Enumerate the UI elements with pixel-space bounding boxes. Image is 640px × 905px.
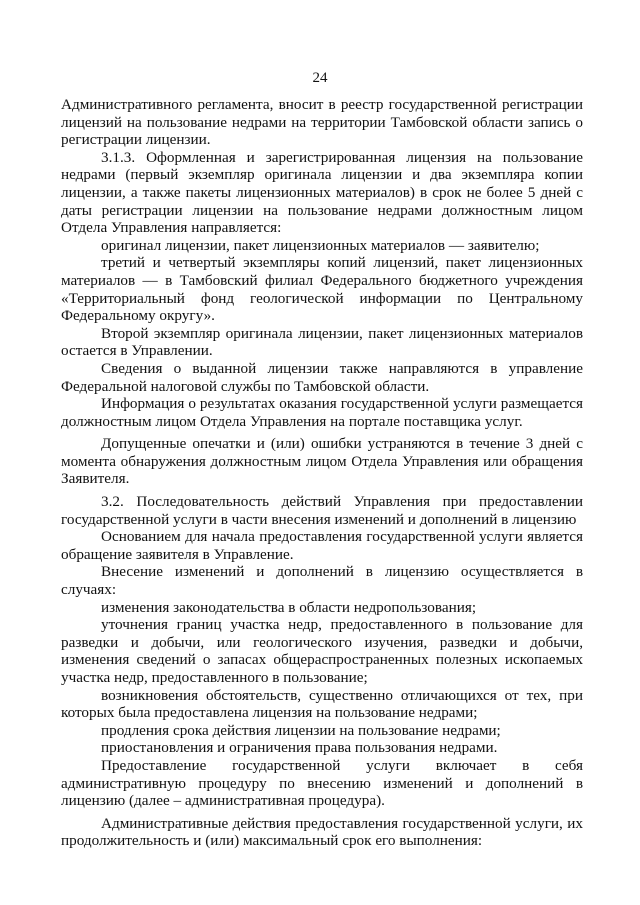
paragraph-9: Основанием для начала предоставления государственной услуги является обращение заявителя в Управление. <box>61 528 583 563</box>
paragraph-2: 3.1.3. Оформленная и зарегистрированная лицензия на пользование недрами (первый экземпляр оригинала лицензии и два экземпляра копии лицензии, а также пакеты лицензионных материалов) в срок не более 5 дней с даты регистрации лицензии на пользование недрами должностным лицом Отдела Управления направляется: <box>61 148 583 237</box>
paragraph-12: Административные действия предоставления государственной услуги, их продолжительность и (или) максимальный срок его выполнения: <box>61 814 583 850</box>
paragraph-11: Предоставление государственной услуги включает в себя административную процедуру по внесению изменений и дополнений в лицензию (далее – административная процедура). <box>61 756 583 810</box>
paragraph-5: Второй экземпляр оригинала лицензии, пакет лицензионных материалов остается в Управлении. <box>61 324 583 360</box>
paragraph-1: Административного регламента, вносит в реестр государственной регистрации лицензий на пользование недрами на территории Тамбовской области запись о регистрации лицензии. <box>61 96 583 149</box>
paragraph-3: оригинал лицензии, пакет лицензионных материалов — заявителю; <box>101 236 540 254</box>
paragraph-4: третий и четвертый экземпляры копий лицензий, пакет лицензионных материалов — в Тамбовский филиал Федерального бюджетного учреждения «Территориальный фонд геологической информации по Центральному Федеральному округу». <box>61 254 583 325</box>
list-item-1: изменения законодательства в области недропользования; <box>101 598 477 616</box>
list-item-5: приостановления и ограничения права пользования недрами. <box>101 739 498 757</box>
document-body <box>61 96 583 850</box>
paragraph-10: Внесение изменений и дополнений в лицензию осуществляется в случаях: <box>61 563 583 599</box>
section-heading-3-2: 3.2. Последовательность действий Управления при предоставлении государственной услуги в части внесения изменений и дополнений в лицензию <box>61 493 583 528</box>
paragraph-7: Информация о результатах оказания государственной услуги размещается должностным лицом Отдела Управления на портале поставщика услуг. <box>61 395 583 430</box>
list-item-4: продления срока действия лицензии на пользование недрами; <box>101 721 501 739</box>
list-item-2: уточнения границ участка недр, предоставленного в пользование для разведки и добычи, или геологического изучения, разведки и добычи, изменения сведений о запасах общераспространенных полезных ископаемых участка недр, предоставленного в пользование; <box>61 616 583 686</box>
paragraph-6: Сведения о выданной лицензии также направляются в управление Федеральной налоговой службы по Тамбовской области. <box>61 359 583 395</box>
list-item-3: возникновения обстоятельств, существенно отличающихся от тех, при которых была предоставлена лицензия на пользование недрами; <box>61 686 583 722</box>
page-number: 24 <box>312 70 328 86</box>
paragraph-8: Допущенные опечатки и (или) ошибки устраняются в течение 3 дней с момента обнаружения должностным лицом Отдела Управления или обращения Заявителя. <box>61 435 583 488</box>
